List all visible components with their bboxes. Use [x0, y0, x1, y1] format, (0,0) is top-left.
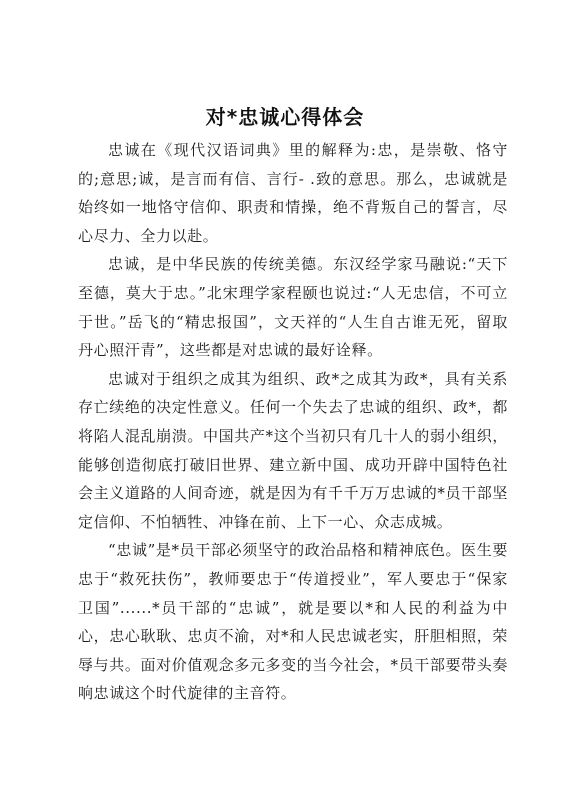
document-body — [78, 136, 508, 708]
paragraph-cadre-loyalty: “忠诚”是*员干部必须坚守的政治品格和精神底色。医生要忠于“救死扶伤”，教师要忠于“传道授业”，军人要忠于“保家卫国”......*员干部的“忠诚”，就是要以*和人民的利益为中心，忠心耿耿、忠贞不渝，对*和人民忠诚老实，肝胆相照，荣辱与共。面对价值观念多元多变的当今社会，*员干部要带头奏响忠诚这个时代旋律的主音符。 — [78, 541, 508, 703]
paragraph-significance: 忠诚对于组织之成其为组织、政*之成其为政*，具有关系存亡续绝的决定性意义。任何一个失去了忠诚的组织、政*，都将陷人混乱崩溃。中国共产*这个当初只有几十人的弱小组织，能够创造彻底打破旧世界、建立新中国、成功开辟中国特色社会主义道路的人间奇迹，就是因为有千千万万忠诚的*员干部坚定信仰、不怕牺牲、冲锋在前、上下一心、众志成城。 — [78, 369, 508, 531]
paragraph-definition: 忠诚在《现代汉语词典》里的解释为:忠，是崇敬、恪守的;意思;诚，是言而有信、言行- .致的意思。那么，忠诚就是始终如一地恪守信仰、职责和情操，绝不背叛自己的誓言，尽心尽力、全力以赴。 — [78, 141, 508, 245]
paragraph-tradition: 忠诚，是中华民族的传统美德。东汉经学家马融说:“天下至德，莫大于忠。”北宋理学家程颐也说过:“人无忠信，不可立于世。”岳飞的“精忠报国”，文天祥的“人生自古谁无死，留取丹心照汗青”，这些都是对忠诚的最好诠释。 — [78, 255, 508, 360]
document-title: 对*忠诚心得体会 — [205, 105, 365, 129]
